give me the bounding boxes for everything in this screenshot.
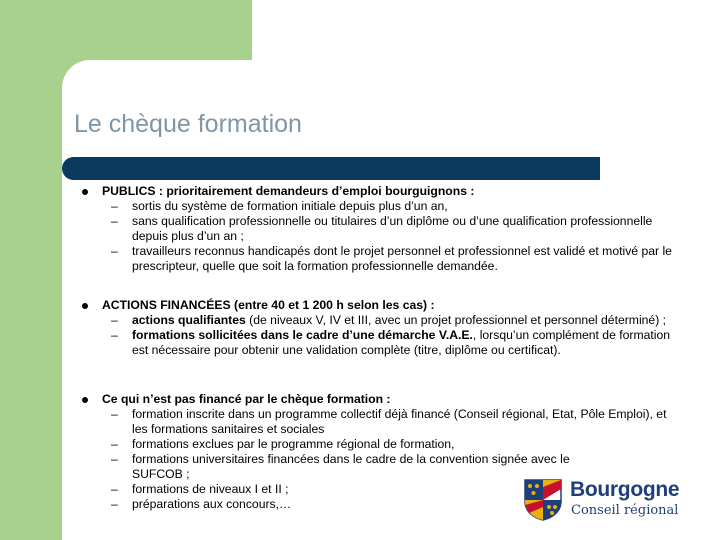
list-item [111,328,682,358]
list-item-text: , lorsqu’un complément de formation est nécessaire pour obtenir une validation complète (titre, diplôme ou certificat). [132,328,671,357]
list-item-bold-text: actions qualifiantes [132,313,246,327]
list-item-text: (de niveaux V, IV et III, avec un projet professionnel et personnel déterminé) ; [245,313,667,327]
list-item-text: sans qualification professionnelle ou titulaires d’un diplôme ou d’une qualification professionnelle depuis plus d’un an ; [132,214,653,243]
list-item-text: travailleurs reconnus handicapés dont le projet personnel et professionnel est validé et motivé par le prescripteur, quelle que soit la formation professionnelle demandée. [132,244,672,273]
list-item [111,313,682,328]
bourgogne-coat-of-arms-icon [521,477,565,521]
list-item-bold-text: formations sollicitées dans le cadre d’une démarche V.A.E. [132,328,473,342]
bourgogne-logo [521,475,681,525]
title-underline-bar [62,157,600,180]
section-heading: Ce qui n’est pas financé par le chèque formation : [102,392,391,406]
dash-marker: – [111,497,118,511]
list-item [111,214,682,244]
dash-marker: – [111,214,118,228]
dash-marker: – [111,452,118,466]
bullet-dot [82,189,88,195]
list-item [111,199,682,214]
list-item [111,407,682,437]
dash-marker: – [111,482,118,496]
section-heading: ACTIONS FINANCÉES (entre 40 et 1 200 h selon les cas) : [102,298,435,312]
list-item [111,437,682,452]
list-item-text: formation inscrite dans un programme collectif déjà financé (Conseil régional, Etat, Pôle Emploi), et les formations sanitaires et sociales [132,407,667,436]
list-item-text: préparations aux concours,… [132,497,292,511]
dash-marker: – [111,199,118,213]
decor-green-left-band [0,0,62,540]
dash-marker: – [111,407,118,421]
list-item-text: sortis du système de formation initiale depuis plus d’un an, [132,199,448,213]
slide-title: Le chèque formation [74,110,302,138]
dash-marker: – [111,437,118,451]
bullet-dot [82,303,88,309]
section-actions-financees [82,298,682,358]
section-heading: PUBLICS : prioritairement demandeurs d’emploi bourguignons : [102,184,475,198]
list-item [111,244,682,274]
list-item-text: formations de niveaux I et II ; [132,482,289,496]
list-item-text: formations universitaires financées dans le cadre de la convention signée avec le SUFCOB ; [132,452,570,481]
dash-marker: – [111,328,118,342]
dash-marker: – [111,313,118,327]
bullet-dot [82,397,88,403]
list-item-text: formations exclues par le programme régional de formation, [132,437,455,451]
section-publics [82,184,682,274]
logo-subtitle: Conseil régional [571,503,679,518]
dash-marker: – [111,244,118,258]
logo-name: Bourgogne [570,478,680,501]
